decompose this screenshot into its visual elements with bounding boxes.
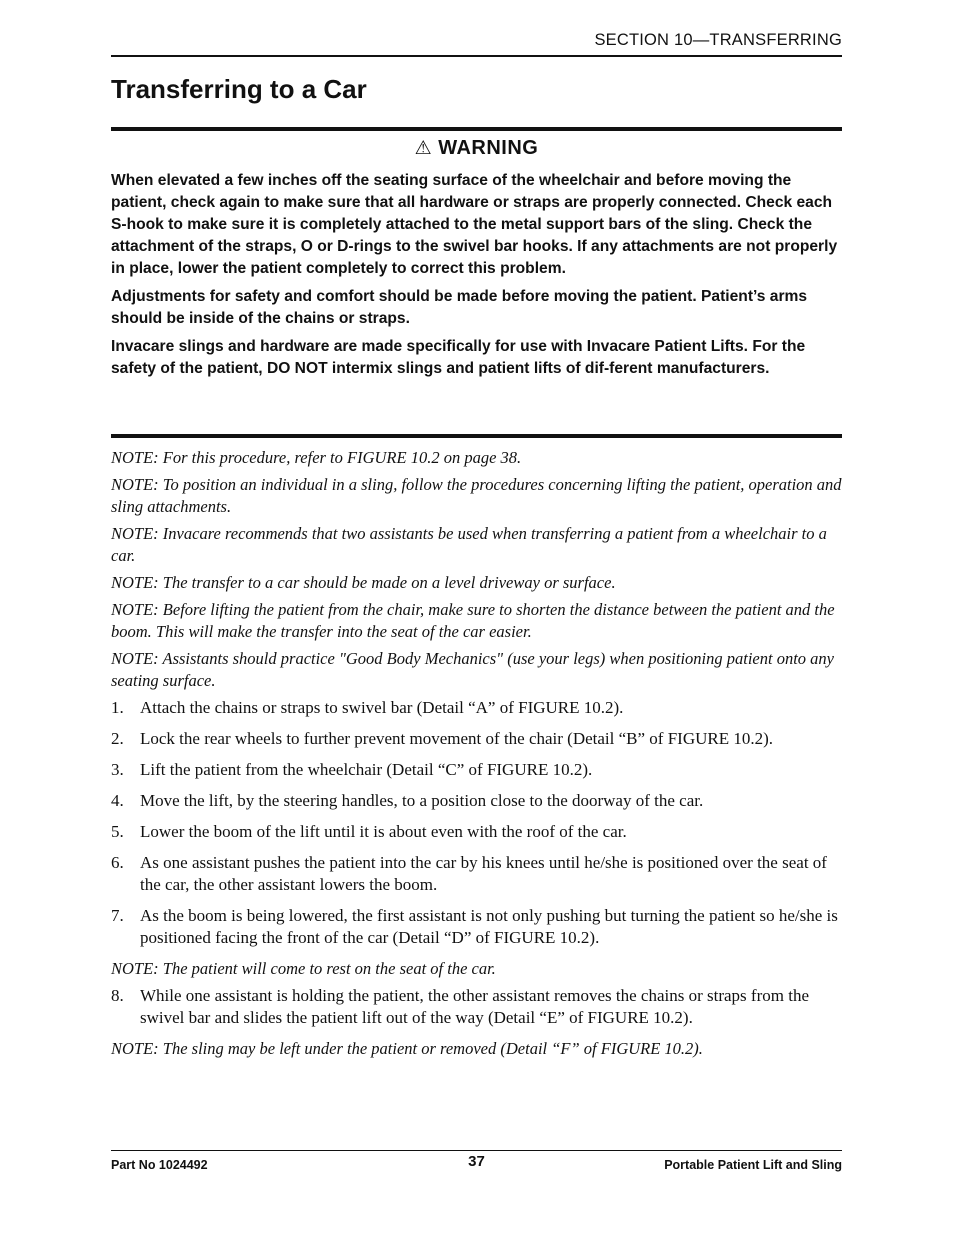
step-item [111,728,842,750]
footer-rule [111,1150,842,1151]
step-text: As the boom is being lowered, the first assistant is not only pushing but turning the patient so he/she is positioned facing the front of the car (Detail “D” of FIGURE 10.2). [140,906,838,947]
page-title: Transferring to a Car [111,74,367,104]
warning-paragraph: When elevated a few inches off the seating surface of the wheelchair and before moving the patient, check again to make sure that all hardware or straps are properly connected. Check each S-hook to make sure it is completely attached to the metal support bars of the sling. Check the attachment of the straps, O or D-rings to the swivel bar hooks. If any attachments are not properly in place, lower the patient completely to correct this problem. [111,172,838,277]
note: NOTE: Assistants should practice "Good Body Mechanics" (use your legs) when positioning patient onto any seating surface. [111,649,834,690]
warning-paragraph: Adjustments for safety and comfort should be made before moving the patient. Patient’s arms should be inside of the chains or straps. [111,288,808,327]
note: NOTE: The transfer to a car should be made on a level driveway or surface. [111,573,616,592]
note: NOTE: To position an individual in a sling, follow the procedures concerning lifting the patient, operation and sling attachments. [111,475,842,516]
note: NOTE: Before lifting the patient from the chair, make sure to shorten the distance between the patient and the boom. This will make the transfer into the seat of the car easier. [111,600,835,641]
step-text: Move the lift, by the steering handles, to a position close to the doorway of the car. [140,791,704,810]
step-item [111,985,842,1029]
note: NOTE: Invacare recommends that two assistants be used when transferring a patient from a wheelchair to a car. [111,524,827,565]
step-number: 2. [111,729,124,748]
step-text: Attach the chains or straps to swivel bar (Detail “A” of FIGURE 10.2). [140,698,624,717]
step-item [111,905,842,949]
step-item [111,759,842,781]
step-item [111,821,842,843]
step-number: 4. [111,791,124,810]
step-number: 5. [111,822,124,841]
warning-paragraph: Invacare slings and hardware are made specifically for use with Invacare Patient Lifts. For the safety of the patient, DO NOT intermix slings and patient lifts of dif-ferent manufacturers. [111,338,806,377]
note: NOTE: For this procedure, refer to FIGURE 10.2 on page 38. [111,448,522,467]
step-number: 3. [111,760,124,779]
warning-heading [111,137,842,160]
step-text: While one assistant is holding the patient, the other assistant removes the chains or straps from the swivel bar and slides the patient lift out of the way (Detail “E” of FIGURE 10.2). [140,986,809,1027]
step-item [111,697,842,719]
step-number: 1. [111,698,124,717]
procedure-content [111,447,842,1065]
step-text: Lower the boom of the lift until it is about even with the roof of the car. [140,822,627,841]
step-item [111,790,842,812]
section-header: SECTION 10—TRANSFERRING [594,31,842,49]
note: NOTE: The patient will come to rest on the seat of the car. [111,959,496,978]
footer-part-number: Part No 1024492 [111,1158,208,1172]
step-text: As one assistant pushes the patient into the car by his knees until he/she is positioned over the seat of the car, the other assistant lowers the boom. [140,853,827,894]
note: NOTE: The sling may be left under the patient or removed (Detail “F” of FIGURE 10.2). [111,1039,703,1058]
step-item [111,852,842,896]
warning-body [111,170,842,386]
warning-heading-label: WARNING [438,137,539,159]
step-number: 6. [111,853,124,872]
manual-page [111,0,842,1235]
step-number: 8. [111,986,124,1005]
warning-rule-top [111,127,842,131]
step-text: Lift the patient from the wheelchair (Detail “C” of FIGURE 10.2). [140,760,593,779]
warning-rule-bottom [111,434,842,438]
header-rule [111,55,842,57]
footer-page-number: 37 [468,1153,485,1170]
step-number: 7. [111,906,124,925]
step-text: Lock the rear wheels to further prevent movement of the chair (Detail “B” of FIGURE 10.2). [140,729,774,748]
footer-product-name: Portable Patient Lift and Sling [664,1158,842,1172]
warning-triangle-icon: ⚠ [414,138,433,159]
